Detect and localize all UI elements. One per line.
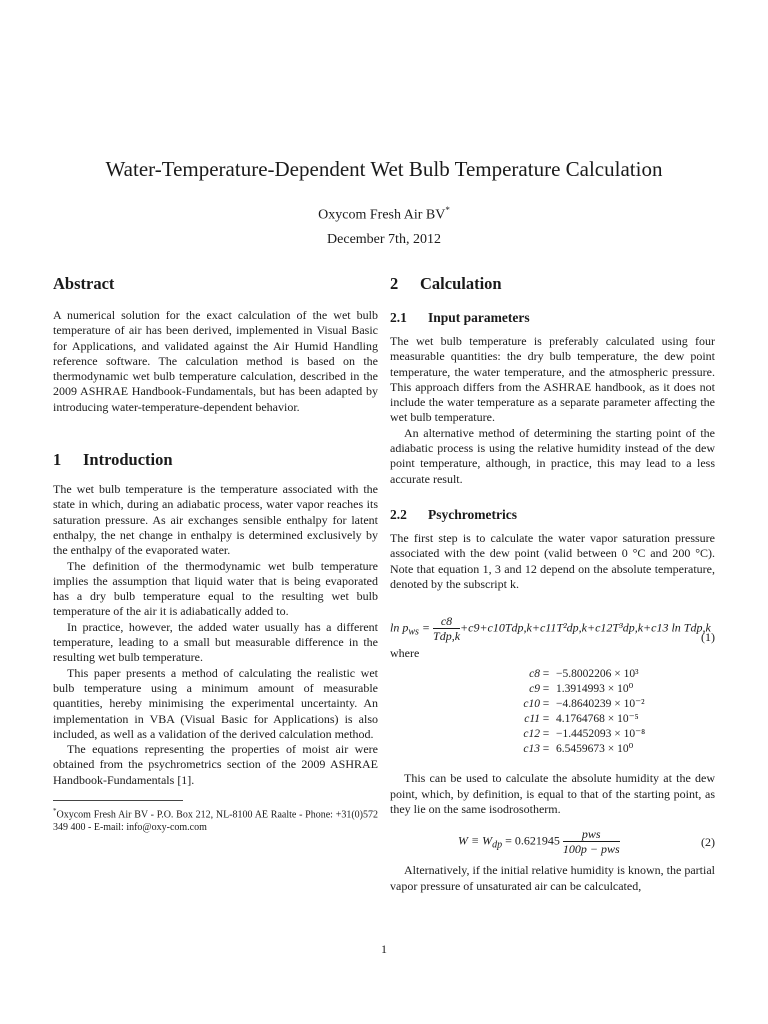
psychrometrics-heading	[390, 505, 715, 525]
equation-1: $\ln p_{ws}$ = $\frac{c8}{\text{Tdp,k}}$ +c9+c10Tdp,k+c11T²dp,k+c12T³dp,k+c13 ln Tdp,k (1)	[390, 614, 715, 645]
intro-paragraph-4: This paper presents a method of calculating the realistic wet bulb temperature using a minimum amount of measurable quantities, hereby minimising the experimental uncertainty. An implementation in VBA (Visual Basic for Applications) is also included, as well as a validation of the derived calculation method.	[53, 665, 378, 741]
eq2-numerator: pws	[563, 827, 620, 842]
coeff-value: −5.8002206 × 10³	[556, 668, 639, 681]
eq1-denominator: Tdp,k	[433, 629, 461, 644]
intro-paragraph-3: In practice, however, the added water usually has a different temperature, leading to a small but measurable difference in the resulting wet bulb temperature.	[53, 619, 378, 665]
section-number: 1	[53, 450, 62, 470]
abstract-text: A numerical solution for the exact calculation of the wet bulb temperature of air has been derived, implemented in Visual Basic for Applications, and validated against the Air Humid Handling reference software. The calculation method is based on the thermodynamic wet bulb temperature calculation, described in the 2009 ASHRAE Handbook-Fundamentals, but has been adapted by introducing water-temperature-dependent behavior.	[53, 308, 378, 414]
eq1-lhs-sub: ws	[408, 626, 419, 638]
coeff-name: c9	[529, 683, 540, 696]
coeff-name: c10	[523, 698, 540, 711]
footnote	[53, 805, 378, 834]
abstract-heading: Abstract	[53, 274, 115, 293]
coefficient-row: c8 = −5.8002206 × 10³	[390, 667, 715, 682]
where-label: where	[390, 646, 420, 661]
introduction-heading	[53, 448, 378, 472]
intro-paragraph-2: The definition of the thermodynamic wet bulb temperature implies the assumption that liquid water that is being evaporated has a dry bulb temperature equal to the resulting wet bulb temperature of the air it is adiabatically added to.	[53, 558, 378, 619]
footnote-rule	[53, 800, 183, 801]
footnote-text: Oxycom Fresh Air BV - P.O. Box 212, NL-8100 AE Raalte - Phone: +31(0)572 349 400 - E-mail: info@oxy-com.com	[53, 809, 378, 834]
footnote-mark: *	[53, 807, 57, 816]
coeff-value: −4.8640239 × 10⁻²	[556, 698, 645, 711]
coefficient-list	[390, 667, 715, 757]
left-column	[53, 272, 378, 834]
coefficient-row: c10 = −4.8640239 × 10⁻²	[390, 697, 715, 712]
right-column	[390, 272, 715, 894]
eq2-lhs: W ≡ W	[458, 833, 493, 848]
eq1-number: (1)	[701, 630, 715, 645]
input-paragraph-2: An alternative method of determining the starting point of the adiabatic process is using the relative humidity instead of the dew point temperature, although, in practice, this may lead to a less accurate result.	[390, 425, 715, 486]
eq1-rest: +c9+c10Tdp,k+c11T²dp,k+c12T³dp,k+c13 ln Tdp,k	[460, 620, 711, 635]
section-title: Calculation	[420, 274, 502, 293]
coeff-value: 4.1764768 × 10⁻⁵	[556, 713, 639, 726]
paper-date: December 7th, 2012	[327, 232, 441, 247]
input-paragraph-1: The wet bulb temperature is preferably calculated using four measurable quantities: the dry bulb temperature, the dew point temperature, the water temperature, and the atmospheric pressure. This approach differs from the ASHRAE handbook, as it does not include the water temperature as a separate parameter affecting the wet bulb temperature.	[390, 334, 715, 425]
equation-2	[390, 823, 715, 863]
section-title: Introduction	[83, 450, 173, 470]
coeff-name: c12	[523, 728, 540, 741]
eq1-numerator: c8	[433, 614, 460, 629]
coeff-name: c11	[524, 713, 540, 726]
coeff-value: −1.4452093 × 10⁻⁸	[556, 728, 646, 741]
coefficient-row: c9 = 1.3914993 × 10⁰	[390, 682, 715, 697]
input-parameters-heading	[390, 308, 715, 328]
page-number: 1	[381, 942, 387, 956]
psychrometrics-intro: The first step is to calculate the water vapor saturation pressure associated with the dew point (valid between 0 °C and 200 °C). Note that equation 1, 3 and 12 depend on the absolute temperature, denoted by the subscript k.	[390, 530, 715, 591]
subsection-number: 2.1	[390, 310, 407, 325]
author-name: Oxycom Fresh Air BV	[318, 207, 446, 223]
paper-title: Water-Temperature-Dependent Wet Bulb Temperature Calculation	[105, 157, 663, 181]
coefficient-row: c12 = −1.4452093 × 10⁻⁸	[390, 727, 715, 742]
eq1-lhs: ln p	[390, 620, 409, 635]
coeff-value: 6.5459673 × 10⁰	[556, 743, 634, 756]
intro-paragraph-5: The equations representing the properties of moist air were obtained from the psychrometrics section of the 2009 ASHRAE Handbook-Fundamentals [1].	[53, 742, 378, 787]
eq2-denominator: 100p − pws	[562, 842, 620, 857]
subsection-title: Input parameters	[428, 310, 530, 325]
calculation-heading	[390, 272, 715, 296]
author-footnote-mark: *	[445, 205, 450, 215]
relative-humidity-paragraph: Alternatively, if the initial relative humidity is known, the partial vapor pressure of unsaturated air can be calculcated,	[390, 863, 715, 893]
eq1-fraction	[433, 614, 460, 643]
section-number: 2	[390, 274, 399, 293]
coefficient-row: c11 = 4.1764768 × 10⁻⁵	[390, 712, 715, 727]
coeff-value: 1.3914993 × 10⁰	[556, 683, 634, 696]
eq2-fraction	[563, 827, 620, 856]
eq2-constant: = 0.621945	[505, 833, 560, 848]
coeff-name: c8	[529, 668, 540, 681]
intro-paragraph-1: The wet bulb temperature is the temperature associated with the state in which, during an adiabatic process, water vapor reaches its saturation pressure. As air exchanges sensible enthalpy for latent enthalpy, the net change in enthalpy is determined exclusively by the enthalpy of the evaporated water.	[53, 482, 378, 558]
eq2-lhs-sub: dp	[492, 839, 503, 851]
eq2-number: (2)	[701, 835, 715, 850]
subsection-title: Psychrometrics	[428, 506, 517, 522]
author-line	[0, 200, 768, 226]
dew-point-paragraph: This can be used to calculate the absolute humidity at the dew point, which, by definition, is equal to that of the starting point, as they lie on the same isodrosotherm.	[390, 771, 715, 817]
coeff-name: c13	[523, 743, 540, 756]
subsection-number: 2.2	[390, 506, 407, 522]
coefficient-row: c13 = 6.5459673 × 10⁰	[390, 742, 715, 757]
